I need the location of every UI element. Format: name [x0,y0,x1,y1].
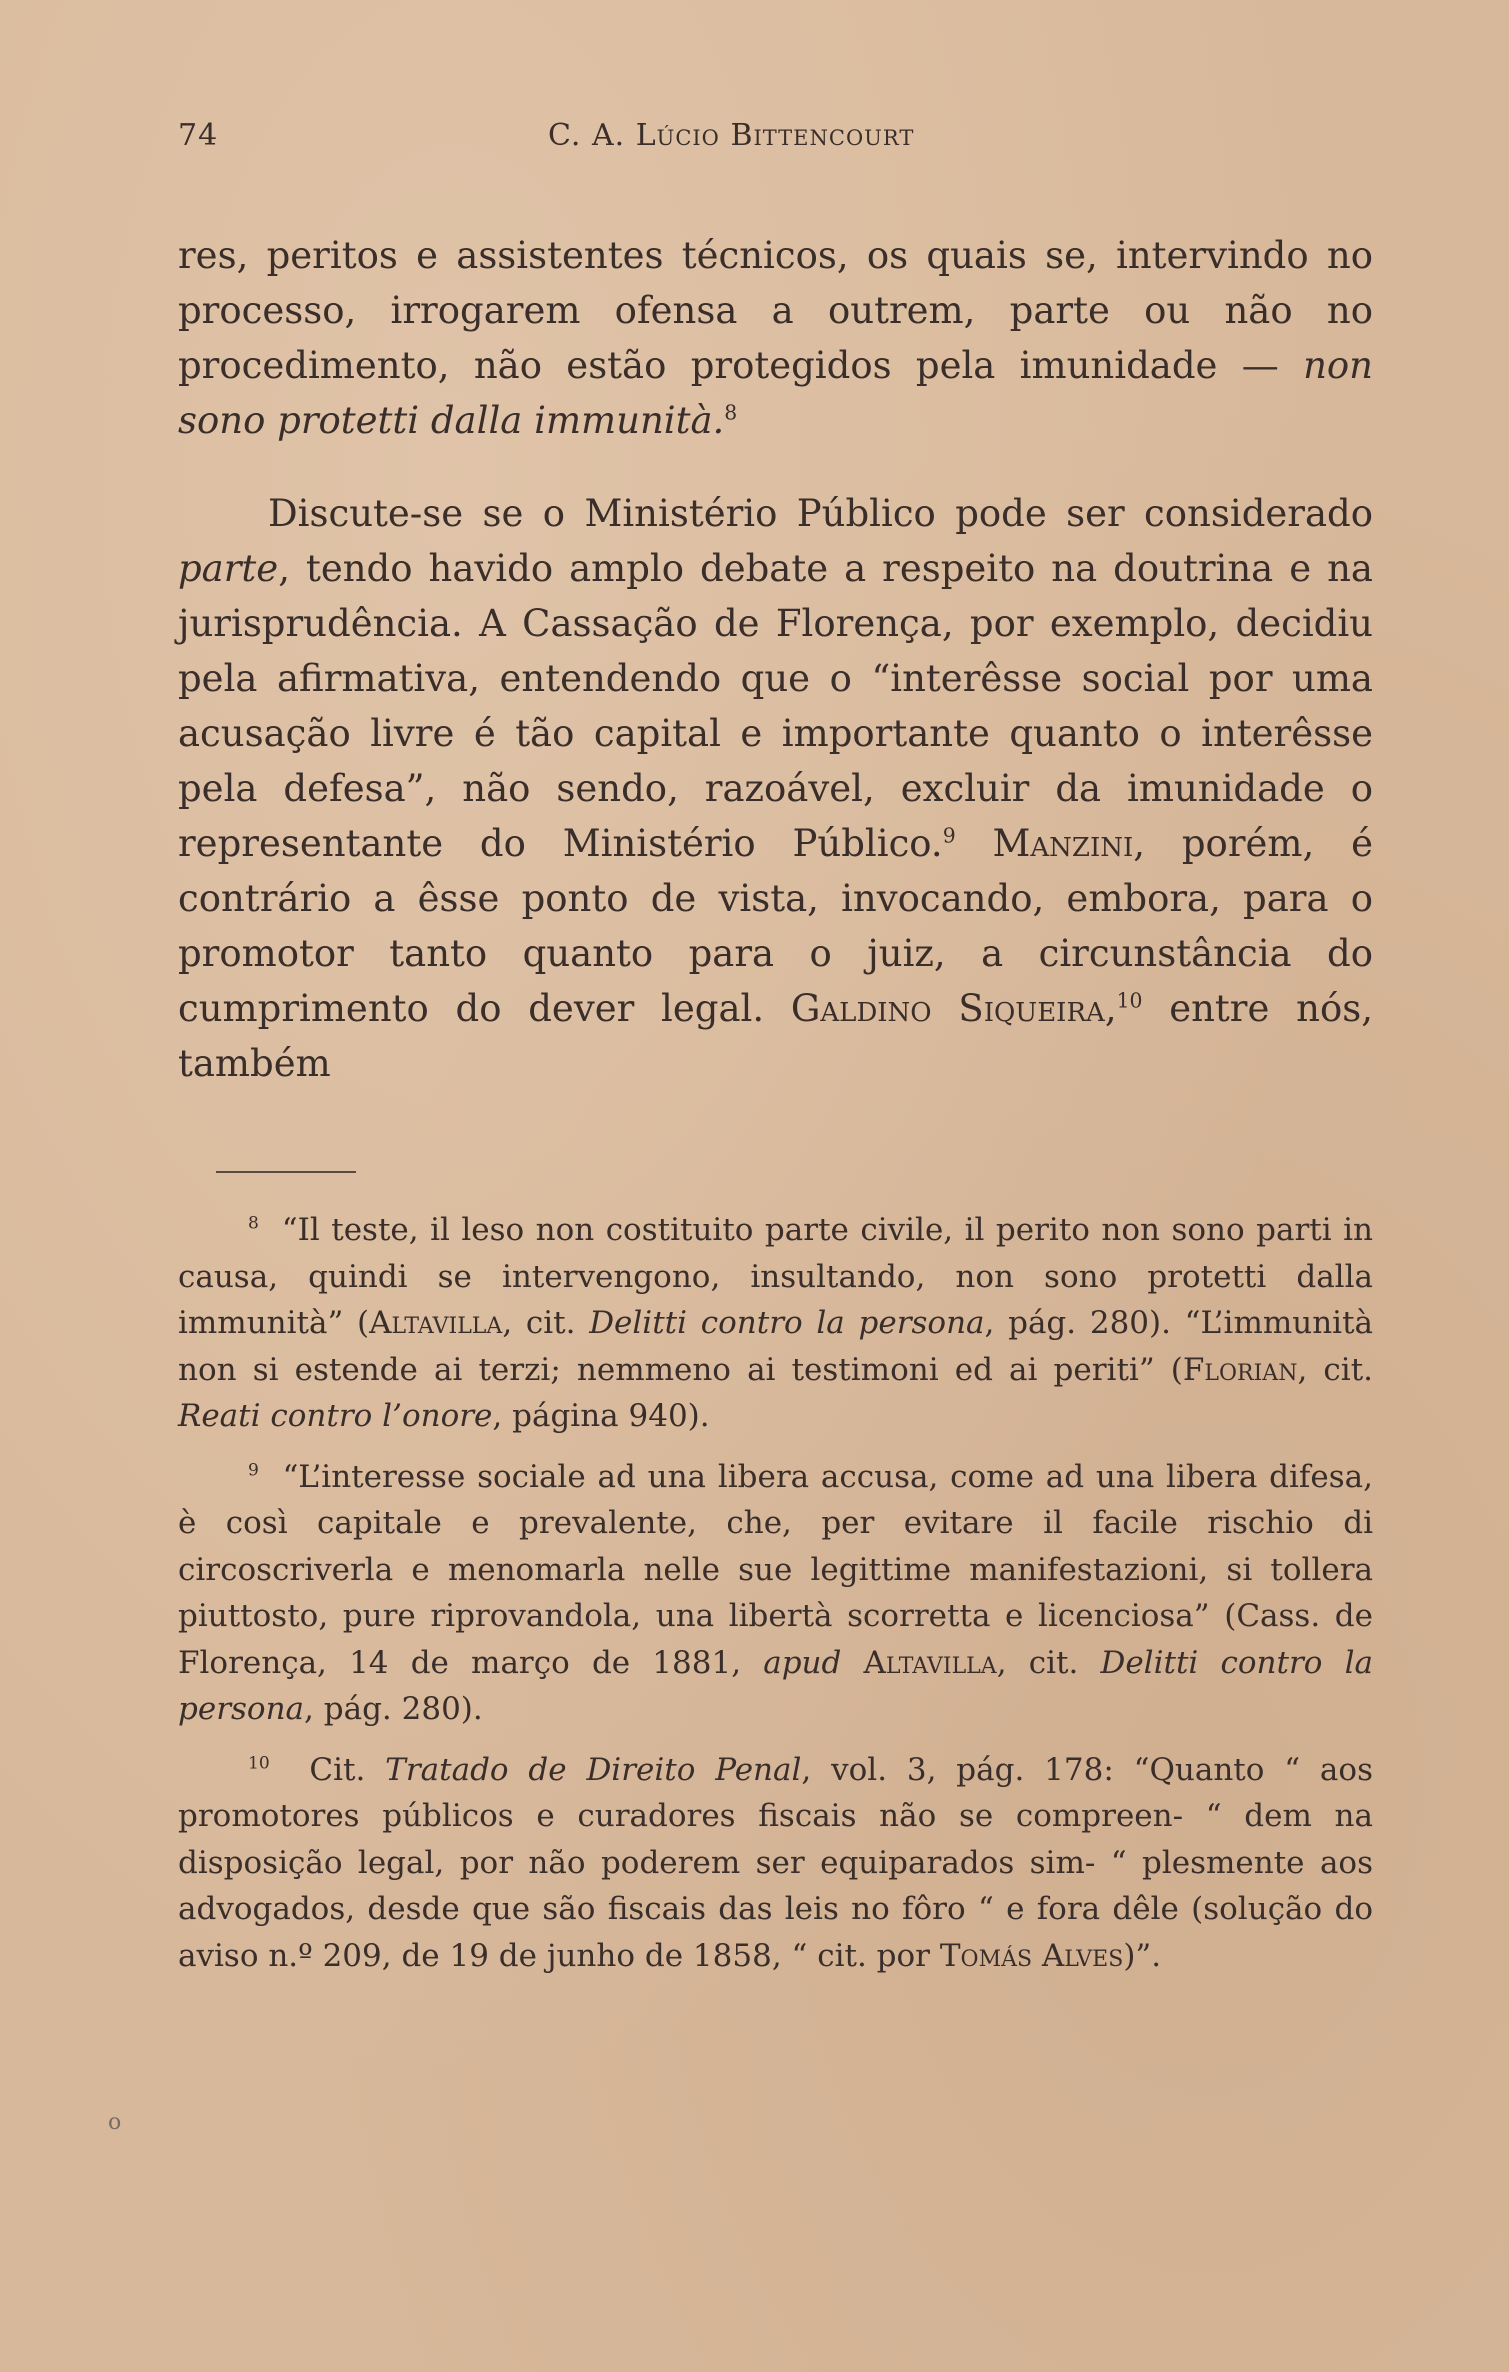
author-tomas-alves: Tomás Alves [939,1937,1124,1974]
footnote-ref-10: 10 [1116,988,1143,1013]
fn8-title-1: Delitti contro la persona [589,1305,985,1341]
fn8-text-c: , pág. 280). “L’immunità non si estende ai terzi; nemmeno ai testimoni ed ai periti” ( [178,1305,1374,1388]
footnote-9 [178,1454,1373,1733]
fn9-text: “L’interesse sociale ad una libera accusa, come ad una libera difesa, è così capitale e prevalente, che, per evitare il facile rischio di circoscriverla e menomarla nelle sue legittime manifestazioni, si tollera piuttosto, pure riprovandola, una libertà scorretta e licenciosa” (Cass. de Florença, 14 de março de 1881, [178,1458,1373,1681]
margin-mark: o [108,2110,122,2135]
footnote-ref-9: 9 [942,823,956,848]
fn8-text: “Il teste, il leso non costituito parte civile, il perito non sono parti in causa, quindi se intervengono, insultando, non sono protetti dalla immunità” ( [178,1212,1373,1341]
footnote-number: 10 [248,1753,270,1774]
running-head-name: Lúcio Bittencourt [635,118,915,153]
p1-text: res, peritos e assistentes técnicos, os quais se, intervindo no processo, irrogarem ofensa a outrem, parte ou não no procedimento, não estão protegidos pela imunidade — [178,234,1373,387]
author-manzini: Manzini [992,822,1134,865]
footnote-8 [178,1207,1373,1440]
fn10-text: Cit. [309,1751,386,1788]
running-head-initials: C. A. [548,118,636,153]
footnote-ref-8: 8 [724,400,738,425]
paragraph-1 [178,228,1373,448]
p2-text-c: , porém, é contrário a êsse ponto de vista, invocando, embora, para o promotor tanto quanto para o juiz, a circunstância do cumprimento do dever legal. [178,822,1373,1030]
author-florian: Florian [1182,1351,1298,1388]
author-galdino-siqueira: Galdino Siqueira [790,987,1105,1030]
author-altavilla: Altavilla [863,1644,997,1681]
page-header [178,110,1373,170]
fn10-text-c: )”. [1123,1937,1162,1974]
fn8-title-2: Reati contro l’onore [178,1398,493,1434]
body-text [178,228,1373,1091]
author-altavilla: Altavilla [369,1305,503,1341]
fn10-title: Tratado de Direito Penal [385,1751,802,1788]
book-page [178,110,1373,1993]
fn9-title: Delitti contro la persona [178,1644,1373,1727]
p2-text-a: Discute-se se o Ministério Público pode ser considerado [268,492,1373,535]
fn9-apud: apud [763,1644,842,1681]
p2-italic: parte [178,547,279,590]
fn8-text-d: , cit. [1297,1351,1374,1388]
p2-text-b: , tendo havido amplo debate a respeito na doutrina e na jurisprudência. A Cassação de Florença, por exemplo, decidiu pela afirmativa, entendendo que o “interêsse social por uma acusação livre é tão capital e importante quanto o interêsse pela defesa”, não sendo, razoável, excluir da imunidade o representante do Ministério Público. [178,547,1373,865]
footnote-number: 8 [248,1213,259,1234]
footnotes [178,1207,1373,1979]
p1-italic: non sono protetti dalla immunità. [178,344,1373,442]
paragraph-2: Discute-se se o Ministério Público pode ser considerado parte, tendo havido amplo debate a respeito na doutrina e na jurisprudência. A Cassação de Florença, por exemplo, decidiu pela afirmativa, entendendo que o “interêsse social por uma acusação livre é tão capital e importante quanto o interêsse pela defesa”, não sendo, razoável, excluir da imunidade o representante do Ministério Público.$^9$ Manzini, porém, é contrário a êsse ponto de vista, invocando, embora, para o promotor tanto quanto para o juiz, a circunstância do cumprimento do dever legal. Galdino Siqueira,$^{10}$ entre nós, também [178,492,1373,1085]
footnote-number: 9 [248,1460,259,1481]
fn9-text-b: , cit. [996,1644,1101,1681]
page-number: 74 [178,118,219,153]
running-head [548,118,914,153]
footnote-rule [216,1171,356,1173]
p2-text-d: entre nós, também [178,987,1373,1085]
fn8-text-e: , página 940). [492,1398,710,1434]
fn9-text-c: , pág. 280). [304,1691,483,1727]
footnote-10 [178,1747,1373,1980]
fn10-text-b: , vol. 3, pág. 178: “Quanto “ aos promotores públicos e curadores fiscais não se compreen- “ dem na disposição legal, por não poderem ser equiparados sim- “ plesmente aos advogados, desde que são fiscais das leis no fôro “ e fora dêle (solução do aviso n.º 209, de 19 de junho de 1858, “ cit. por [178,1751,1373,1974]
fn8-text-b: , cit. [502,1305,590,1341]
